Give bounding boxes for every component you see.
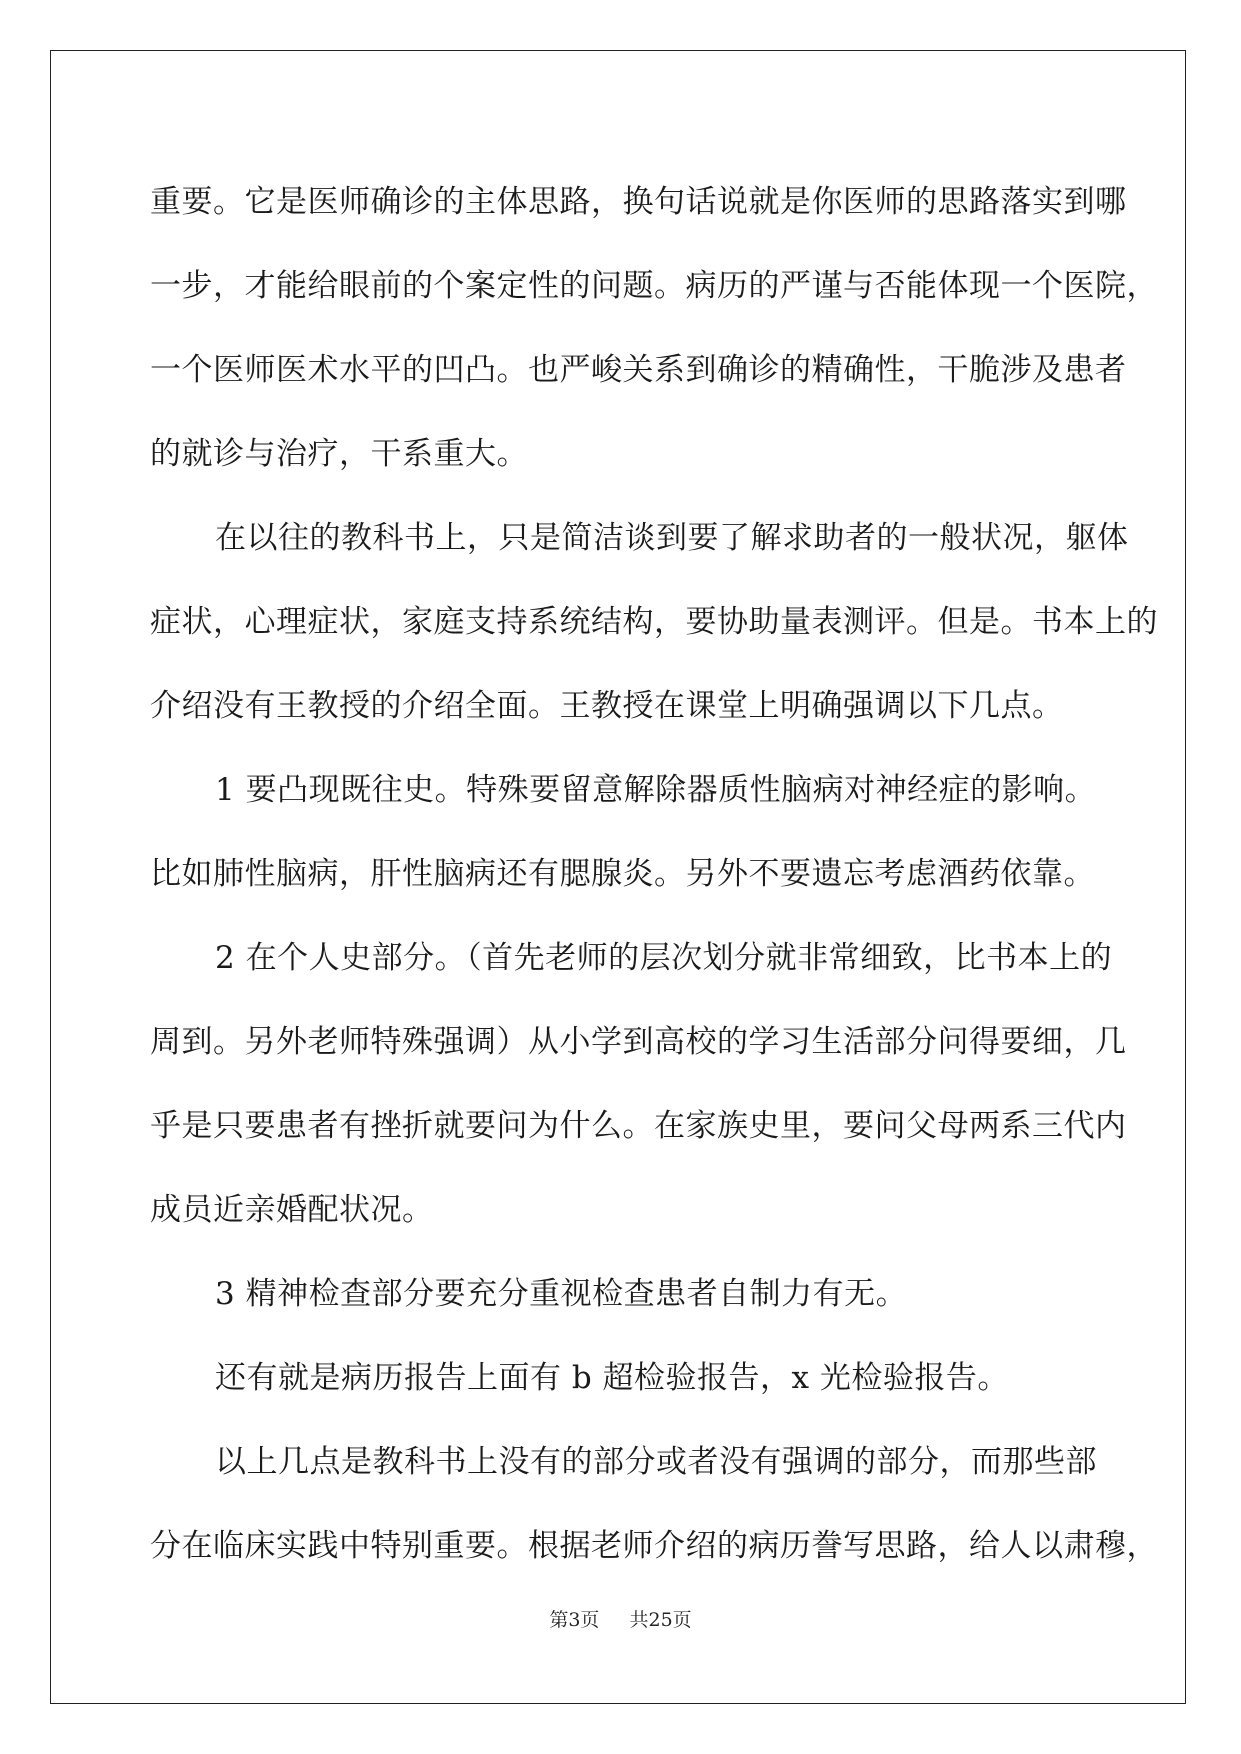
text-line: 乎是只要患者有挫折就要问为什么。在家族史里，要问父母两系三代内 [150,1108,1127,1144]
paragraph-start-line: 2 在个人史部分。（首先老师的层次划分就非常细致，比书本上的 [215,940,1113,976]
paragraph-start-line: 3 精神检查部分要充分重视检查患者自制力有无。 [215,1276,908,1312]
text-line: 介绍没有王教授的介绍全面。王教授在课堂上明确强调以下几点。 [150,688,1064,724]
text-line: 一步，才能给眼前的个案定性的问题。病历的严谨与否能体现一个医院， [150,268,1158,304]
page-number-total: 共25页 [629,1609,692,1631]
paragraph-start-line: 以上几点是教科书上没有的部分或者没有强调的部分，而那些部 [215,1444,1097,1480]
text-line: 分在临床实践中特别重要。根据老师介绍的病历誊写思路，给人以肃穆， [150,1528,1158,1564]
document-body [150,160,1158,1588]
paragraph-start-line: 1 要凸现既往史。特殊要留意解除器质性脑病对神经症的影响。 [215,772,1097,808]
text-line: 成员近亲婚配状况。 [150,1192,434,1228]
text-line: 症状，心理症状，家庭支持系统结构，要协助量表测评。但是。书本上的 [150,604,1158,640]
text-line: 重要。它是医师确诊的主体思路，换句话说就是你医师的思路落实到哪 [150,184,1127,220]
text-line: 的就诊与治疗，干系重大。 [150,436,528,472]
paragraph-start-line: 还有就是病历报告上面有 b 超检验报告，x 光检验报告。 [215,1360,1009,1396]
paragraph-start-line: 在以往的教科书上，只是简洁谈到要了解求助者的一般状况，躯体 [215,520,1129,556]
text-line: 比如肺性脑病，肝性脑病还有腮腺炎。另外不要遗忘考虑酒药依靠。 [150,856,1095,892]
page-footer [0,1605,1241,1632]
text-line: 一个医师医术水平的凹凸。也严峻关系到确诊的精确性，干脆涉及患者 [150,352,1127,388]
page-number-current: 第3页 [549,1609,600,1631]
text-line: 周到。另外老师特殊强调）从小学到高校的学习生活部分问得要细，几 [150,1024,1127,1060]
